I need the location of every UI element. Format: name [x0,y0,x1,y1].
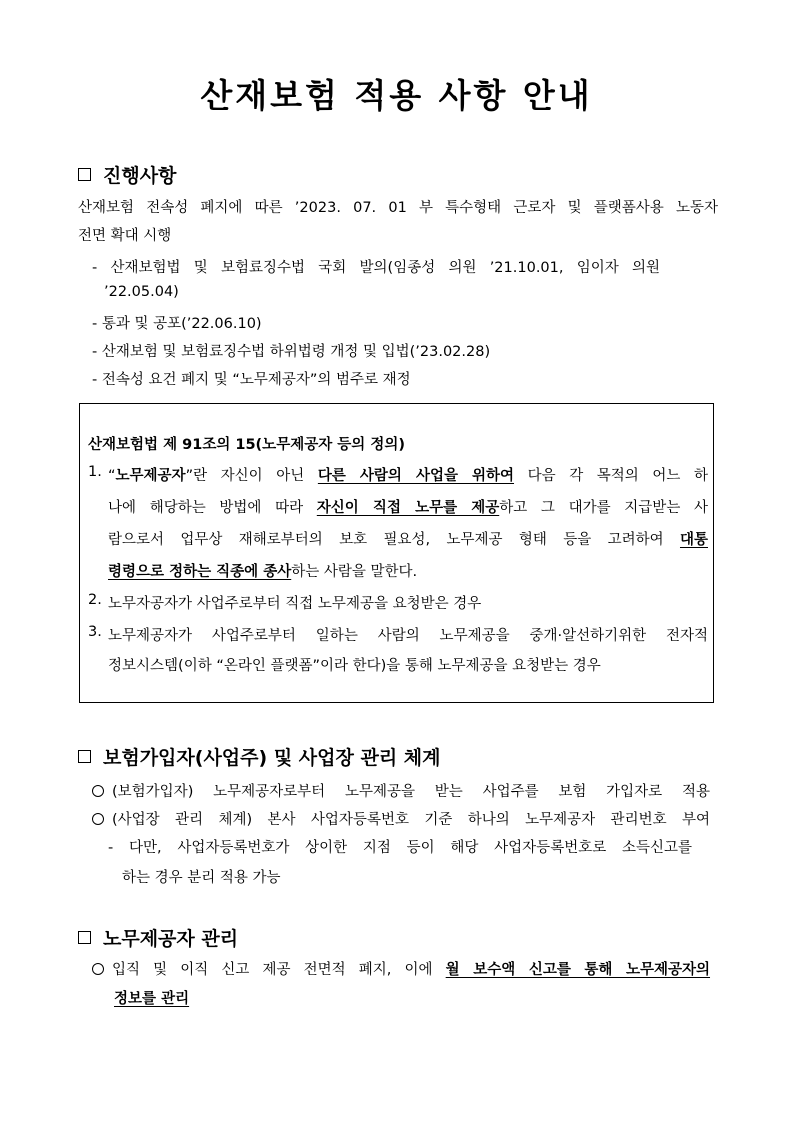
worker-line-2: 정보를 관리 [114,991,190,1007]
worker-line-1 [92,958,710,979]
text-run: 람으로서 업무상 재해로부터의 보호 필요성, 노무제공 형태 등을 고려하여 [108,532,680,548]
text-run: “ [108,468,116,484]
section-heading-worker [78,924,238,951]
circle-bullet-icon [92,785,104,797]
law-item-number: 1. [88,464,102,480]
progress-item: - 산재보험법 및 보험료징수법 국회 발의(임종성 의원 ’21.10.01, 임이자 의원 [92,260,660,276]
law-item-1-line-4 [108,560,417,581]
text-run: 나에 해당하는 방법에 따라 [108,500,317,516]
checkbox-square-icon [78,931,91,944]
emphasis-text: 노무제공자 [115,468,186,484]
law-item-1-line-2 [108,496,708,517]
law-item-number: 2. [88,592,102,608]
intro-line-2: 전면 확대 시행 [78,228,172,244]
law-item-number: 3. [88,624,102,640]
underlined-emphasis: 령령으로 정하는 직종에 종사 [108,564,292,580]
progress-item: - 통과 및 공포(’22.06.10) [92,316,262,332]
underlined-emphasis: 자신이 직접 노무를 제공 [316,500,500,516]
section-heading-progress [78,161,176,188]
circle-bullet-icon [92,963,104,975]
underlined-emphasis: 다른 사람의 사업을 위하여 [317,468,515,484]
progress-item: ’22.05.04) [104,284,179,300]
checkbox-square-icon [78,750,91,763]
text-run: (사업장 관리 체계) 본사 사업자등록번호 기준 하나의 노무제공자 관리번호 부여 [112,812,710,828]
section-heading-text: 진행사항 [103,165,177,187]
law-definition-box [79,403,714,703]
law-box-heading: 산재보험법 제 91조의 15(노무제공자 등의 정의) [88,437,405,453]
law-item-1-line-1 [108,464,708,485]
law-item-1-line-3 [108,528,708,549]
text-run: 입직 및 이직 신고 제공 전면적 폐지, 이에 [112,962,446,978]
insured-sub-line-1: - 다만, 사업자등록번호가 상이한 지점 등이 해당 사업자등록번호로 소득신고를 [108,840,692,856]
insured-item-1 [92,780,710,801]
progress-item: - 전속성 요건 폐지 및 “노무제공자”의 범주로 재정 [92,372,411,388]
progress-item: - 산재보험 및 보험료징수법 하위법령 개정 및 입법(’23.02.28) [92,344,491,360]
section-heading-text: 보험가입자(사업주) 및 사업장 관리 체계 [103,747,441,769]
insured-item-2 [92,808,710,829]
text-run: (보험가입자) 노무제공자로부터 노무제공을 받는 사업주를 보험 가입자로 적용 [112,784,710,800]
law-item-3-line-2: 정보시스템(이하 “온라인 플랫폼”이라 한다)을 통해 노무제공을 요청받는 경우 [108,658,601,674]
section-heading-text: 노무제공자 관리 [103,928,239,950]
underlined-emphasis: 대통 [679,532,708,548]
section-heading-insured [78,743,441,770]
insured-sub-line-2: 하는 경우 분리 적용 가능 [122,870,281,886]
intro-line-1: 산재보험 전속성 폐지에 따른 ’2023. 07. 01 부 특수형태 근로자 및 플랫폼사용 노동자 [78,200,718,216]
law-item-3-line-1: 노무제공자가 사업주로부터 일하는 사람의 노무제공을 중개·알선하기위한 전자적 [108,628,708,644]
underlined-emphasis: 월 보수액 신고를 통해 노무제공자의 [445,962,711,978]
circle-bullet-icon [92,813,104,825]
page-title: 산재보험 적용 사항 안내 [200,76,593,115]
text-run: 하는 사람을 말한다. [291,564,418,580]
text-run: 다음 각 목적의 어느 하 [514,468,708,484]
law-item-2: 노무자공자가 사업주로부터 직접 노무제공을 요청받은 경우 [108,596,482,612]
checkbox-square-icon [78,168,91,181]
text-run: ”란 자신이 아닌 [185,468,318,484]
text-run: 하고 그 대가를 지급받는 사 [499,500,709,516]
